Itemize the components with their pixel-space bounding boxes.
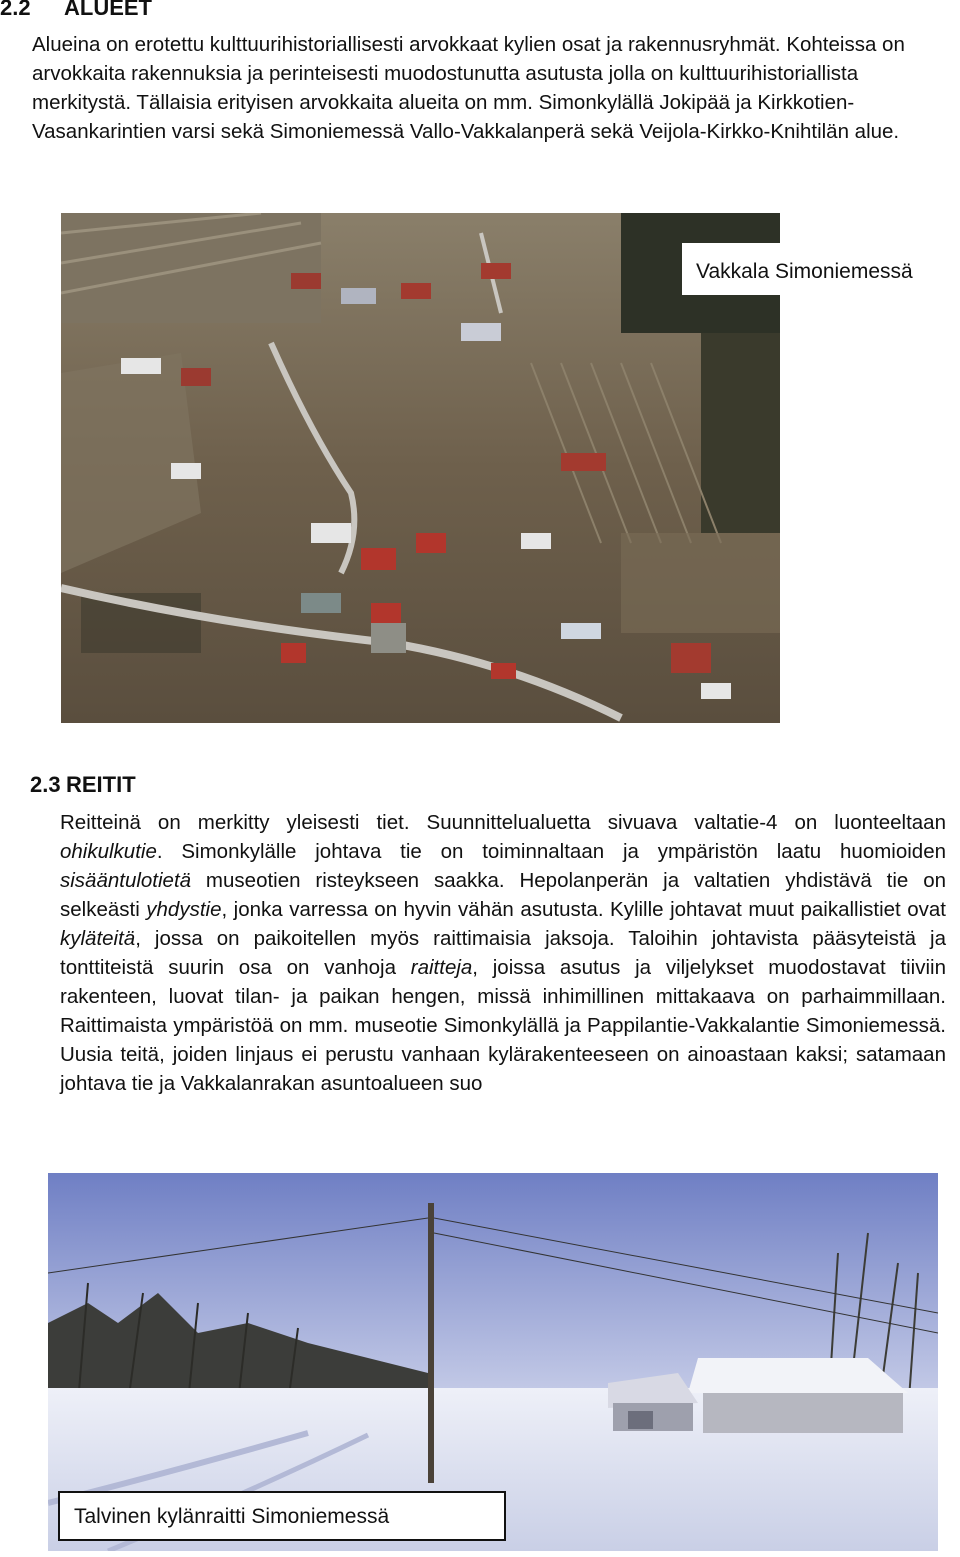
section-number: 2.3 <box>30 772 61 797</box>
reitit-paragraph <box>60 808 946 1098</box>
photo-caption-talvinen-kylanraitti <box>58 1491 506 1541</box>
reitit-text-4: museotien risteykseen saakka. Hepolanperän ja valtatien yhdistävä tie on selkeästi <box>60 869 946 921</box>
section-heading-reitit <box>30 772 136 798</box>
aerial-village-photo <box>61 213 780 723</box>
section-title: ALUEET <box>64 0 152 20</box>
section-number: 2.2 <box>0 0 31 20</box>
photo-caption-vakkala <box>682 243 960 295</box>
reitit-text-10: , joissa asutus ja viljelykset muodostavat tiiviin rakenteen, luovat tilan- ja paikan hengen, missä inhimillinen mittakaava on parhaimmillaan. Raittimaista ympäristöä on mm. museotie Simonkylällä ja Pappilantie-Vakkalantie Simoniemessä. Uusia teitä, joiden linjaus ei perustu vanhaan kylärakenteeseen on ainoastaan kaksi; satamaan johtava tie ja Vakkalanrakan asuntoalueen suo <box>60 956 946 1095</box>
caption-text: Talvinen kylänraitti Simoniemessä <box>74 1505 390 1528</box>
section-title: REITIT <box>66 772 136 797</box>
reitit-term-ohikulkutie: ohikulkutie <box>60 840 157 863</box>
reitit-term-raitti: raitteja <box>410 956 473 979</box>
alueet-paragraph: Alueina on erotettu kulttuurihistoriallisesti arvokkaat kylien osat ja rakennusryhmät. Kohteissa on arvokkaita rakennuksia ja perinteisesti muodostunutta asutusta jolla on kulttuurihistoriallista merkitystä. Tällaisia erityisen arvokkaita alueita on mm. Simonkylällä Jokipää ja Kirkkotien-Vasankarintien varsi sekä Simoniemessä Vallo-Vakkalanperä sekä Veijola-Kirkko-Knihtilän alue. <box>32 33 905 143</box>
reitit-text-6: , jonka varressa on hyvin vähän asutusta. Kylille johtavat muut paikallistiet ovat <box>221 898 946 921</box>
reitit-term-yhdystie: yhdystie <box>146 898 222 921</box>
reitit-text-2: . Simonkylälle johtava tie on toiminnaltaan ja ympäristön laatu huomioiden <box>156 840 946 863</box>
caption-text: Vakkala Simoniemessä <box>696 260 913 283</box>
reitit-text-8: , jossa on paikoitellen myös raittimaisia jaksoja. Taloihin johtavista pääsyteistä ja tonttiteistä suurin osa on vanhoja <box>60 927 946 979</box>
reitit-text-0: Reitteinä on merkitty yleisesti tiet. Suunnittelualuetta sivuava valtatie-4 on luonteeltaan <box>60 811 946 834</box>
section-heading-alueet <box>0 0 152 21</box>
reitit-term-sisaantulotie: sisääntulotietä <box>60 869 192 892</box>
reitit-term-kylatie: kyläteitä <box>60 927 136 950</box>
